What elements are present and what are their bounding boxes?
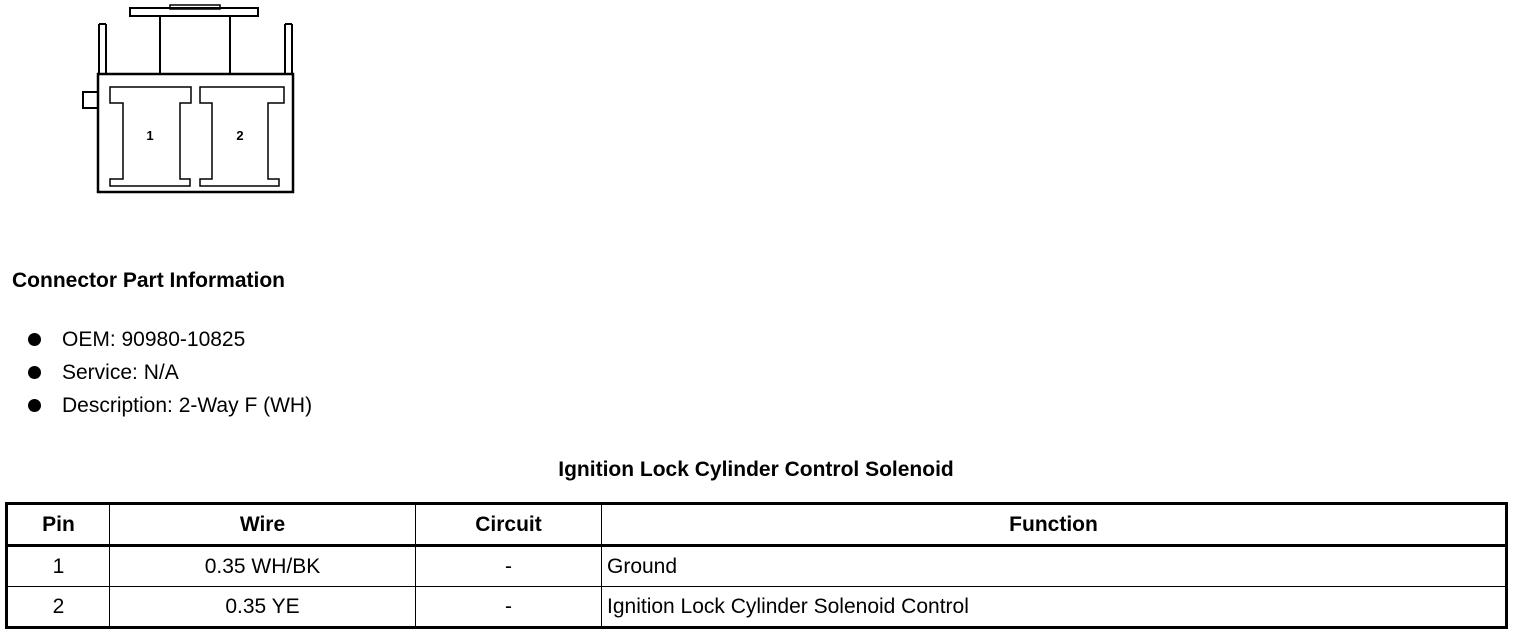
circuit-cell: - (416, 587, 602, 628)
connector-description: Description: 2-Way F (WH) (62, 394, 313, 417)
oem-part-number: OEM: 90980-10825 (62, 328, 246, 351)
connector-side-tab (83, 92, 98, 108)
pin-cell: 1 (7, 546, 110, 587)
pinout-table (5, 502, 1508, 629)
pin-label-1: 1 (146, 128, 154, 143)
connector-body (98, 74, 293, 192)
column-header-wire: Wire (110, 504, 416, 546)
service-part-number: Service: N/A (62, 361, 179, 384)
table-row (7, 587, 1507, 628)
bullet-icon (28, 366, 41, 379)
column-header-function: Function (602, 504, 1507, 546)
bullet-icon (28, 399, 41, 412)
function-cell: Ignition Lock Cylinder Solenoid Control (602, 587, 1507, 628)
pin-cell: 2 (7, 587, 110, 628)
bullet-icon (28, 333, 41, 346)
function-cell: Ground (602, 546, 1507, 587)
column-header-pin: Pin (7, 504, 110, 546)
table-row (7, 546, 1507, 587)
list-item (28, 356, 312, 389)
list-item (28, 323, 312, 356)
connector-part-information-heading: Connector Part Information (12, 269, 286, 292)
list-item (28, 389, 312, 422)
wire-cell: 0.35 YE (110, 587, 416, 628)
column-header-circuit: Circuit (416, 504, 602, 546)
circuit-cell: - (416, 546, 602, 587)
connector-face-diagram (78, 4, 298, 196)
wire-cell: 0.35 WH/BK (110, 546, 416, 587)
pin-label-2: 2 (236, 128, 244, 143)
table-title: Ignition Lock Cylinder Control Solenoid (558, 458, 954, 481)
part-info-list (28, 323, 312, 422)
table-header-row (7, 504, 1507, 546)
